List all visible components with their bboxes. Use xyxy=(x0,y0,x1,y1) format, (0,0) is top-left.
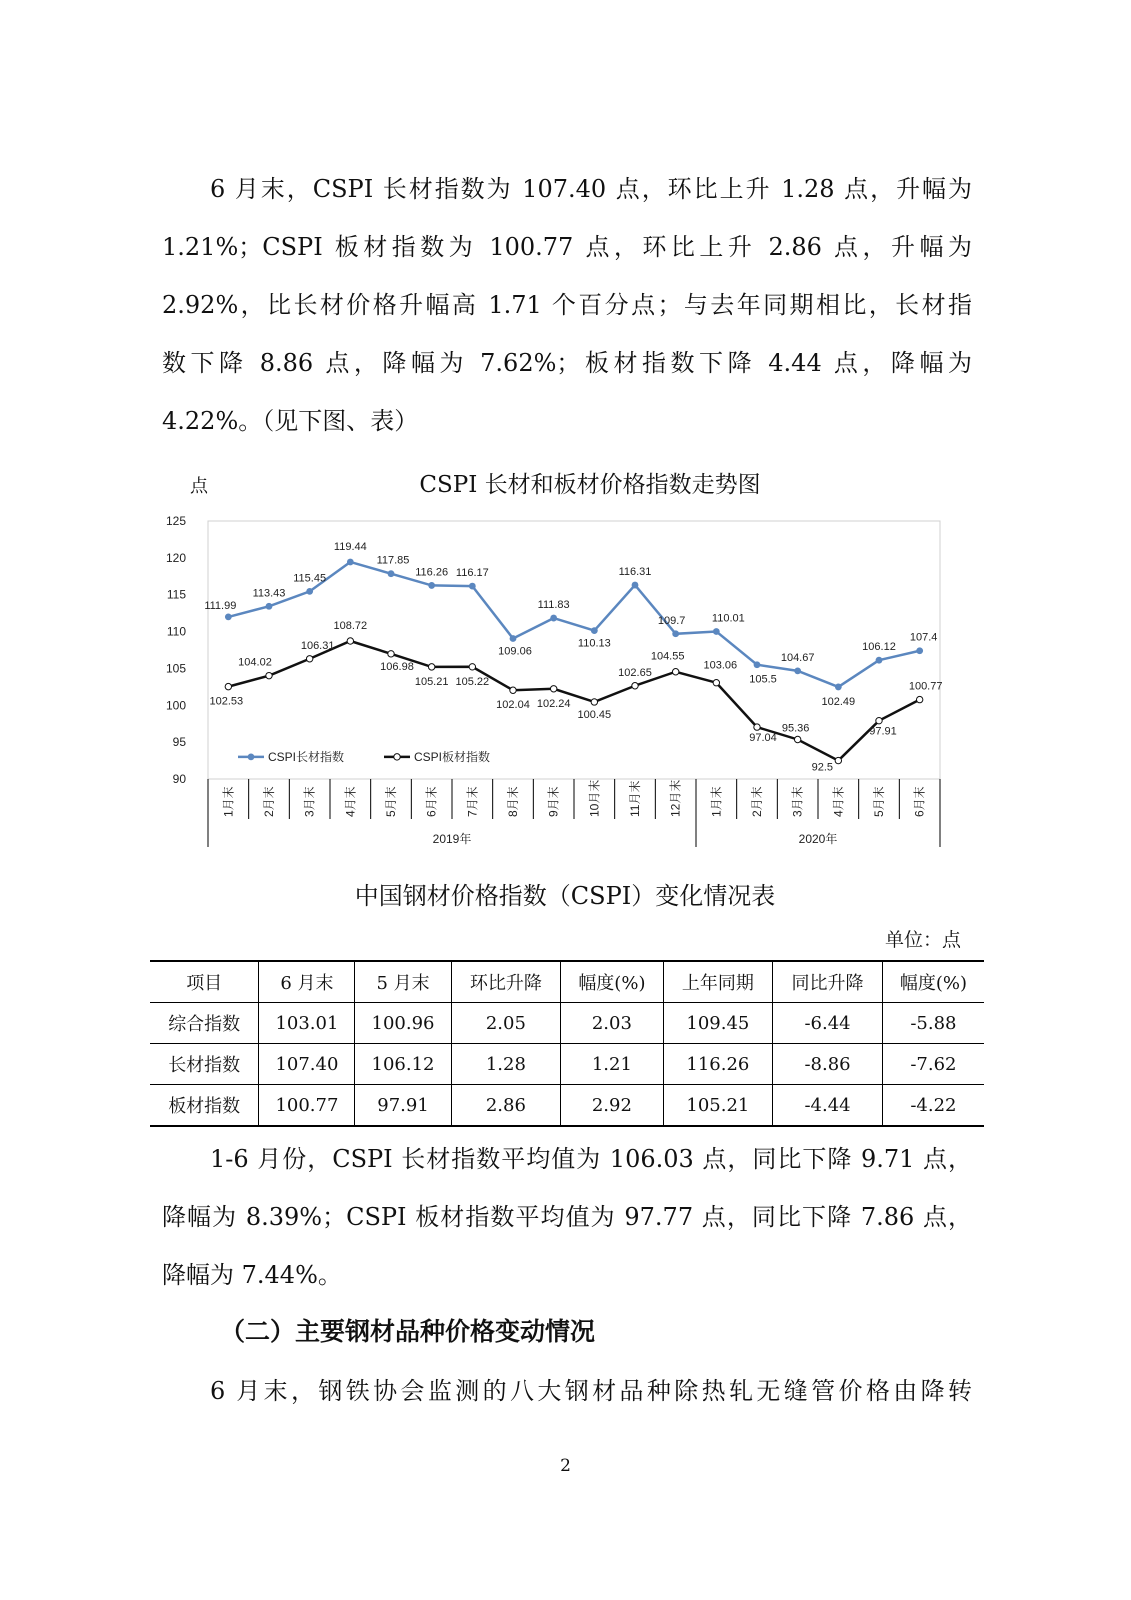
x-tick-label: 5月末 xyxy=(872,786,886,817)
y-tick-label: 115 xyxy=(166,587,186,602)
data-label: 115.45 xyxy=(293,572,327,585)
data-label: 111.83 xyxy=(537,599,570,612)
cspi-change-table xyxy=(150,960,984,1127)
x-tick-label: 9月末 xyxy=(546,786,561,817)
data-point xyxy=(713,680,719,686)
data-label: 111.99 xyxy=(204,599,237,612)
data-point xyxy=(266,672,272,678)
table-cell: 综合指数 xyxy=(150,1003,259,1044)
data-label: 102.49 xyxy=(821,695,856,708)
data-point xyxy=(632,582,639,589)
data-label: 92.5 xyxy=(811,761,834,774)
data-label: 113.43 xyxy=(252,587,286,600)
data-point xyxy=(266,603,273,610)
table-cell: 长材指数 xyxy=(150,1044,259,1085)
year-group-label: 2019年 xyxy=(432,832,472,846)
data-point xyxy=(225,683,231,689)
year-group-label: 2020年 xyxy=(798,832,838,846)
data-point xyxy=(591,627,598,634)
table-row xyxy=(150,1044,984,1085)
table-cell: 1.28 xyxy=(451,1044,561,1085)
header-cell: 幅度(%) xyxy=(561,961,663,1003)
data-point xyxy=(794,667,801,674)
header-cell: 同比升降 xyxy=(773,961,883,1003)
header-cell: 上年同期 xyxy=(663,961,773,1003)
table-cell: 109.45 xyxy=(663,1003,773,1044)
table-cell: 2.86 xyxy=(451,1085,561,1127)
data-point xyxy=(510,687,516,693)
data-point xyxy=(225,614,232,621)
data-point xyxy=(347,638,353,644)
series-line-flat xyxy=(228,641,919,761)
paragraph-cspi-summary xyxy=(162,160,972,450)
x-tick-label: 4月末 xyxy=(831,786,846,817)
data-label: 109.7 xyxy=(657,614,686,627)
cspi-line-chart xyxy=(150,505,950,855)
table-cell: -6.44 xyxy=(773,1003,883,1044)
y-tick-label: 125 xyxy=(165,514,186,528)
x-tick-label: 6月末 xyxy=(912,786,927,817)
table-cell: 2.92 xyxy=(561,1085,663,1127)
data-point xyxy=(835,684,842,691)
data-point xyxy=(428,582,435,589)
text-line: 6 月末，钢铁协会监测的八大钢材品种除热轧无缝管价格由降转 xyxy=(210,1377,972,1405)
data-point xyxy=(388,570,395,577)
header-cell: 6 月末 xyxy=(259,961,355,1003)
data-label: 97.04 xyxy=(749,732,777,745)
x-tick-label: 3月末 xyxy=(790,786,805,817)
text-line: 2.92%，比长材价格升幅高 1.71 个百分点；与去年同期相比，长材指 xyxy=(162,291,972,319)
page-number: 2 xyxy=(560,1456,571,1476)
y-tick-label: 100 xyxy=(165,698,186,713)
data-point xyxy=(835,757,841,763)
data-label: 97.91 xyxy=(869,725,897,738)
header-cell: 项目 xyxy=(150,961,259,1003)
data-point xyxy=(428,664,434,670)
legend-label: CSPI长材指数 xyxy=(268,749,345,764)
x-tick-label: 3月末 xyxy=(302,786,317,817)
table-cell: 板材指数 xyxy=(150,1085,259,1127)
data-point xyxy=(550,686,556,692)
header-cell: 5 月末 xyxy=(355,961,451,1003)
y-tick-label: 95 xyxy=(172,735,186,750)
data-point xyxy=(306,588,313,595)
table-cell: 97.91 xyxy=(355,1085,451,1127)
data-label: 103.06 xyxy=(703,659,738,672)
header-cell: 环比升降 xyxy=(451,961,561,1003)
table-cell: 107.40 xyxy=(259,1044,355,1085)
table-cell: 100.77 xyxy=(259,1085,355,1127)
table-unit: 单位：点 xyxy=(884,929,961,951)
data-label: 106.31 xyxy=(300,639,335,652)
data-label: 104.67 xyxy=(780,651,815,664)
data-label: 104.55 xyxy=(650,650,685,663)
data-label: 102.65 xyxy=(618,666,652,679)
y-tick-label: 105 xyxy=(165,661,186,676)
data-point xyxy=(876,717,882,723)
data-point xyxy=(916,696,922,702)
table-cell: 103.01 xyxy=(259,1003,355,1044)
y-tick-label: 120 xyxy=(165,550,186,565)
data-point xyxy=(916,647,923,654)
series-line-long xyxy=(228,562,919,687)
data-label: 107.4 xyxy=(909,631,938,644)
table-row xyxy=(150,1085,984,1127)
data-label: 102.53 xyxy=(209,695,244,708)
data-label: 100.77 xyxy=(908,680,943,693)
data-point xyxy=(550,615,557,622)
data-label: 116.26 xyxy=(415,566,449,579)
data-label: 110.13 xyxy=(577,637,611,650)
table-cell: 1.21 xyxy=(561,1044,663,1085)
table-cell: 106.12 xyxy=(355,1044,451,1085)
table-cell: -5.88 xyxy=(882,1003,984,1044)
data-point xyxy=(469,664,475,670)
data-label: 95.36 xyxy=(781,722,810,735)
x-tick-label: 11月末 xyxy=(628,780,642,817)
data-label: 105.21 xyxy=(414,675,449,688)
paragraph-average-summary xyxy=(162,1130,972,1304)
table-row xyxy=(150,1003,984,1044)
paragraph-steel-varieties xyxy=(162,1362,972,1420)
table-title: 中国钢材价格指数（CSPI）变化情况表 xyxy=(354,882,776,910)
data-point xyxy=(876,657,883,664)
table-cell: 2.05 xyxy=(451,1003,561,1044)
text-line: 6 月末，CSPI 长材指数为 107.40 点，环比上升 1.28 点，升幅为 xyxy=(210,175,972,203)
x-tick-label: 12月末 xyxy=(668,779,683,817)
x-tick-label: 2月末 xyxy=(750,786,764,817)
text-line: 降幅为 8.39%；CSPI 板材指数平均值为 97.77 点，同比下降 7.86 点， xyxy=(162,1203,972,1231)
y-tick-label: 110 xyxy=(166,624,186,639)
y-tick-label: 90 xyxy=(172,772,186,786)
table-cell: 100.96 xyxy=(355,1003,451,1044)
x-tick-label: 4月末 xyxy=(343,786,358,817)
legend-marker xyxy=(248,753,255,760)
data-label: 108.72 xyxy=(333,620,368,633)
table-cell: -8.86 xyxy=(773,1044,883,1085)
data-point xyxy=(591,699,597,705)
data-label: 116.31 xyxy=(618,566,652,579)
data-point xyxy=(672,630,679,637)
header-cell: 幅度(%) xyxy=(882,961,984,1003)
data-label: 106.12 xyxy=(862,641,896,654)
text-line: 降幅为 7.44%。 xyxy=(162,1261,342,1289)
table-cell: -7.62 xyxy=(882,1044,984,1085)
data-point xyxy=(347,559,354,566)
data-point xyxy=(388,651,394,657)
table-cell: 105.21 xyxy=(663,1085,773,1127)
data-label: 109.06 xyxy=(498,645,532,658)
table-cell: 2.03 xyxy=(561,1003,663,1044)
x-tick-label: 7月末 xyxy=(465,786,480,817)
data-label: 119.44 xyxy=(333,540,367,553)
data-point xyxy=(754,724,760,730)
x-tick-label: 2月末 xyxy=(262,786,276,817)
data-label: 117.85 xyxy=(376,554,410,567)
x-tick-label: 1月末 xyxy=(709,786,724,817)
data-label: 105.5 xyxy=(749,673,777,686)
data-label: 116.17 xyxy=(455,567,489,580)
section-subheading: （二）主要钢材品种价格变动情况 xyxy=(220,1317,596,1346)
data-point xyxy=(713,628,720,635)
text-line: 1.21%；CSPI 板材指数为 100.77 点，环比上升 2.86 点，升幅为 xyxy=(162,233,972,261)
data-label: 110.01 xyxy=(711,612,745,625)
data-point xyxy=(672,669,678,675)
data-point xyxy=(794,736,800,742)
data-label: 102.24 xyxy=(536,697,571,710)
data-label: 100.45 xyxy=(577,708,612,721)
data-label: 106.98 xyxy=(380,660,414,673)
table-cell: 116.26 xyxy=(663,1044,773,1085)
legend-label: CSPI板材指数 xyxy=(414,749,491,764)
data-point xyxy=(632,683,638,689)
chart-title: CSPI 长材和板材价格指数走势图 xyxy=(419,472,761,498)
data-label: 104.02 xyxy=(238,656,272,669)
table-cell: -4.22 xyxy=(882,1085,984,1127)
table-cell: -4.44 xyxy=(773,1085,883,1127)
x-tick-label: 6月末 xyxy=(424,786,439,817)
data-point xyxy=(306,656,312,662)
x-tick-label: 5月末 xyxy=(384,786,398,817)
x-tick-label: 1月末 xyxy=(221,786,236,817)
x-tick-label: 10月末 xyxy=(587,779,602,817)
table-header-row xyxy=(150,961,984,1003)
text-line: 4.22%。（见下图、表） xyxy=(162,407,419,435)
chart-unit-label: 点 xyxy=(190,476,208,497)
legend-marker xyxy=(394,754,400,760)
data-label: 105.22 xyxy=(455,675,490,688)
data-point xyxy=(510,635,517,642)
data-point xyxy=(754,661,761,668)
text-line: 数下降 8.86 点，降幅为 7.62%；板材指数下降 4.44 点，降幅为 xyxy=(162,349,972,377)
text-line: 1-6 月份，CSPI 长材指数平均值为 106.03 点，同比下降 9.71 点， xyxy=(210,1145,972,1173)
data-label: 102.04 xyxy=(496,699,530,712)
data-point xyxy=(469,583,476,590)
x-tick-label: 8月末 xyxy=(506,786,520,817)
